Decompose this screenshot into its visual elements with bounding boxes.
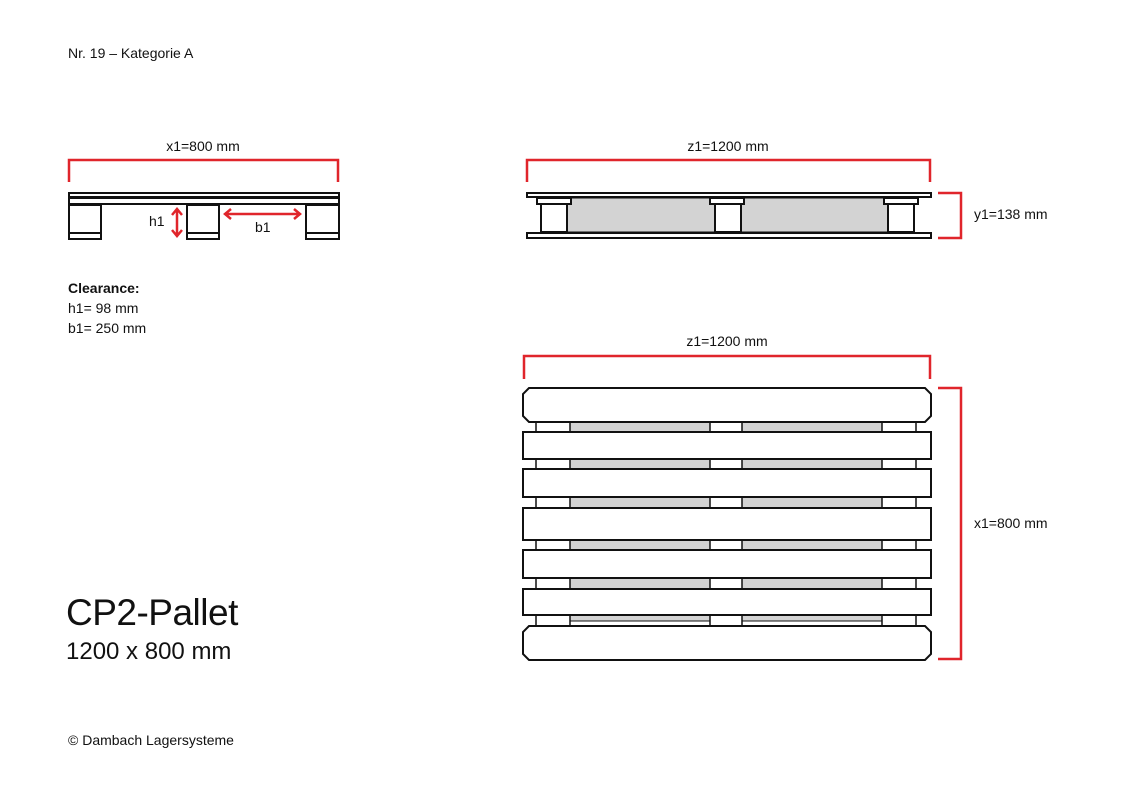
side-length-label: z1=1200 mm (687, 138, 769, 154)
top-width-dimension-line (938, 388, 961, 659)
side-height-dimension-line (938, 193, 961, 238)
copyright: © Dambach Lagersysteme (68, 732, 234, 748)
front-width-label: x1=800 mm (166, 138, 240, 154)
product-title: CP2-Pallet (66, 592, 238, 633)
front-view (69, 138, 339, 239)
front-width-dimension-line (69, 160, 338, 182)
clearance-title: Clearance: (68, 280, 140, 296)
h1-arrow (172, 209, 182, 236)
b1-arrow (225, 209, 300, 219)
side-height-label: y1=138 mm (974, 206, 1048, 222)
top-width-label: x1=800 mm (974, 515, 1048, 531)
clearance-h1: h1= 98 mm (68, 300, 139, 316)
top-length-label: z1=1200 mm (686, 333, 768, 349)
side-length-dimension-line (527, 160, 930, 182)
side-view (527, 138, 1048, 238)
top-view (523, 333, 1048, 660)
h1-marker: h1 (149, 213, 165, 229)
page-header: Nr. 19 – Kategorie A (68, 45, 194, 61)
clearance-b1: b1= 250 mm (68, 320, 147, 336)
b1-marker: b1 (255, 219, 271, 235)
top-length-dimension-line (524, 356, 930, 379)
product-size: 1200 x 800 mm (66, 638, 232, 665)
